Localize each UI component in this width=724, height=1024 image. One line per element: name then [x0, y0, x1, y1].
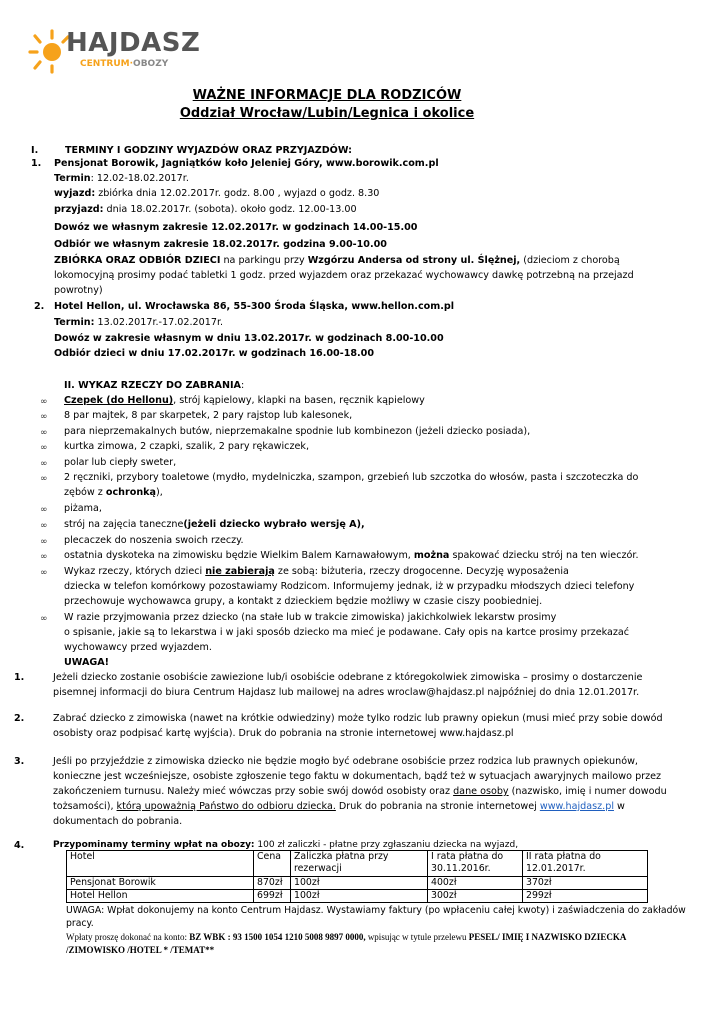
- note-2-line: Zabrać dziecko z zimowiska (nawet na krótkie odwiedziny) może tylko rodzic lub prawny opiekun (musi mieć przy sobie dowód: [53, 713, 663, 724]
- item-1-zbiorka-3: powrotny): [54, 285, 103, 296]
- fees-table: [66, 850, 648, 903]
- table-header-cell: Hotel: [67, 851, 254, 877]
- bullet-icon: ∞: [40, 397, 48, 407]
- note-4-head: Przypominamy terminy wpłat na obozy: 100 zł zaliczki - płatne przy zgłaszaniu dziecka na wyjazd,: [53, 840, 519, 850]
- item-1-odbior: Odbiór we własnym zakresie 18.02.2017r. godzina 9.00-10.00: [54, 239, 387, 250]
- bullet-icon: ∞: [40, 614, 48, 624]
- table-cell: 299zł: [523, 890, 648, 903]
- list-item-continuation: zębów z ochronką),: [64, 487, 163, 498]
- list-item-continuation: dziecka w telefon komórkowy pozostawiamy Rodzicom. Informujemy jednak, iż w przypadku młodszych dzieci telefony: [64, 581, 635, 592]
- logo: [22, 24, 201, 76]
- uwaga-heading: UWAGA!: [64, 657, 110, 668]
- item-1-head: Pensjonat Borowik, Jagniątków koło Jeleniej Góry, www.borowik.com.pl: [54, 158, 439, 169]
- table-cell: 699zł: [254, 890, 291, 903]
- logo-name: HAJDASZ: [66, 28, 201, 58]
- bank-account-info-cont: /ZIMOWISKO /HOTEL * /TEMAT**: [66, 945, 215, 955]
- note-4-uwaga-cont: pracy.: [66, 918, 94, 929]
- table-header-cell: I rata płatna do 30.11.2016r.: [428, 851, 523, 877]
- table-cell: 100zł: [291, 890, 428, 903]
- note-3-line: Jeśli po przyjeździe z zimowiska dziecko nie będzie mogło być odebrane osobiście przez rodzica lub prawnych opiekunów,: [53, 756, 638, 767]
- table-cell: 300zł: [428, 890, 523, 903]
- bullet-icon: ∞: [40, 505, 48, 515]
- list-item: W razie przyjmowania przez dziecko (na stałe lub w trakcie zimowiska) jakichkolwiek lekarstw prosimy: [64, 612, 557, 623]
- item-1-termin: Termin: 12.02-18.02.2017r.: [54, 173, 189, 184]
- table-header-cell: II rata płatna do 12.01.2017r.: [523, 851, 648, 877]
- bullet-icon: ∞: [40, 537, 48, 547]
- list-item-continuation: o spisanie, jakie są to lekarstwa i w jaki sposób dziecko ma mieć je podawane. Cały opis na kartce prosimy przekazać: [64, 627, 630, 638]
- list-item: plecaczek do noszenia swoich rzeczy.: [64, 535, 244, 546]
- bullet-icon: ∞: [40, 412, 48, 422]
- item-2-termin: Termin: 13.02.2017r.-17.02.2017r.: [54, 317, 224, 328]
- section-2-heading: II. WYKAZ RZECZY DO ZABRANIA:: [64, 380, 245, 391]
- page-title: WAŻNE INFORMACJE DLA RODZICÓW: [192, 88, 462, 103]
- item-1-wyjazd: wyjazd: zbiórka dnia 12.02.2017r. godz. 8.00 , wyjazd o godz. 8.30: [54, 188, 380, 199]
- item-2-dowoz: Dowóz w zakresie własnym w dniu 13.02.2017r. w godzinach 8.00-10.00: [54, 333, 444, 344]
- table-row: [67, 890, 648, 903]
- item-1-zbiorka-2: lokomocyjną prosimy podać tabletki 1 godz. przed wyjazdem oraz przekazać wychowawcy dawkę potrzebną na przejazd: [54, 270, 634, 281]
- section-1-number: I.: [31, 145, 39, 156]
- list-item: strój na zajęcia taneczne(jeżeli dziecko wybrało wersję A),: [64, 519, 365, 530]
- bullet-icon: ∞: [40, 428, 48, 438]
- bank-account-info: Wpłaty proszę dokonać na konto: BZ WBK : 93 1500 1054 1210 5008 9897 0000, wpisując w tytule przelewu PESEL/ IMIĘ I NAZWISKO DZIECKA: [66, 932, 627, 942]
- list-item: polar lub ciepły sweter,: [64, 457, 177, 468]
- page-subtitle: Oddział Wrocław/Lubin/Legnica i okolice: [179, 106, 475, 121]
- note-4-uwaga: UWAGA: Wpłat dokonujemy na konto Centrum Hajdasz. Wystawiamy faktury (po wpłaceniu całej kwoty) i zaświadczenia do zakładów: [66, 905, 686, 916]
- table-header-cell: Zaliczka płatna przy rezerwacji: [291, 851, 428, 877]
- list-item: Wykaz rzeczy, których dzieci nie zabierają ze sobą: biżuteria, rzeczy drogocenne. Decyzję wyposażenia: [64, 566, 569, 577]
- list-item: kurtka zimowa, 2 czapki, szalik, 2 pary rękawiczek,: [64, 441, 309, 452]
- item-2-head: Hotel Hellon, ul. Wrocławska 86, 55-300 Środa Śląska, www.hellon.com.pl: [54, 301, 455, 312]
- item-1-number: 1.: [31, 158, 42, 169]
- list-item: 2 ręczniki, przybory toaletowe (mydło, mydelniczka, szampon, grzebień lub szczotka do włosów, pasta i szczoteczka do: [64, 472, 639, 483]
- note-3-line: zakończeniem turnusu. Należy mieć wówczas przy sobie swój dowód osobisty oraz dane osoby (nazwisko, imię i numer dowodu: [53, 786, 667, 797]
- note-3-line: tożsamości), którą upoważnią Państwo do odbioru dziecka. Druk do pobrania na stronie internetowej www.hajdasz.pl w: [53, 801, 625, 812]
- table-cell: Hotel Hellon: [67, 890, 254, 903]
- item-1-dowoz: Dowóz we własnym zakresie 12.02.2017r. w godzinach 14.00-15.00: [54, 222, 418, 233]
- table-header-cell: Cena: [254, 851, 291, 877]
- table-row: [67, 877, 648, 890]
- list-item: ostatnia dyskoteka na zimowisku będzie Wielkim Balem Karnawałowym, można spakować dziecku strój na ten wieczór.: [64, 550, 639, 561]
- note-1-number: 1.: [14, 672, 25, 683]
- note-3-line: konieczne jest wcześniejsze, osobiste zgłoszenie tego faktu w dokumentach, bądź też w sytuacjach awaryjnych mailowo przez: [53, 771, 662, 782]
- section-1-heading: TERMINY I GODZINY WYJAZDÓW ORAZ PRZYJAZDÓW:: [65, 145, 352, 156]
- website-link[interactable]: www.hajdasz.pl: [539, 801, 614, 812]
- list-item: para nieprzemakalnych butów, nieprzemakalne spodnie lub kombinezon (jeżeli dziecko posiada),: [64, 426, 531, 437]
- item-2-number: 2.: [34, 301, 45, 312]
- list-item-continuation: przechowuje wychowawca grupy, a kontakt z dzieckiem będzie możliwy w czasie ciszy poobiedniej.: [64, 596, 543, 607]
- table-cell: 370zł: [523, 877, 648, 890]
- note-2-number: 2.: [14, 713, 25, 724]
- list-item: piżama,: [64, 503, 102, 514]
- list-item: 8 par majtek, 8 par skarpetek, 2 pary rajstop lub kalesonek,: [64, 410, 353, 421]
- logo-sub-centrum: CENTRUM·: [80, 59, 134, 69]
- bullet-icon: ∞: [40, 474, 48, 484]
- note-4-number: 4.: [14, 840, 25, 851]
- list-item: Czepek (do Hellonu), strój kąpielowy, klapki na basen, ręcznik kąpielowy: [64, 395, 425, 406]
- table-cell: Pensjonat Borowik: [67, 877, 254, 890]
- sun-logo-icon: [22, 24, 72, 74]
- note-2-line: osobisty oraz podpisać kartę wyjścia). Druk do pobrania na stronie internetowej www.hajdasz.pl: [53, 728, 514, 739]
- note-3-number: 3.: [14, 756, 25, 767]
- table-cell: 870zł: [254, 877, 291, 890]
- bullet-icon: ∞: [40, 443, 48, 453]
- note-1-line: pisemnej informacji do biura Centrum Hajdasz lub mailowej na adres wroclaw@hajdasz.pl najpóźniej do dnia 12.01.2017r.: [53, 687, 640, 698]
- item-1-przyjazd: przyjazd: dnia 18.02.2017r. (sobota). około godz. 12.00-13.00: [54, 204, 357, 215]
- bullet-icon: ∞: [40, 459, 48, 469]
- table-cell: 100zł: [291, 877, 428, 890]
- item-1-zbiorka: ZBIÓRKA ORAZ ODBIÓR DZIECI na parkingu przy Wzgórzu Andersa od strony ul. Ślężnej, (dzieciom z chorobą: [54, 255, 620, 266]
- bullet-icon: ∞: [40, 552, 48, 562]
- list-item-continuation: wychowawcy przed wyjazdem.: [64, 642, 212, 653]
- note-1-line: Jeżeli dziecko zostanie osobiście zawiezione lub/i osobiście odebrane z któregokolwiek zimowiska – prosimy o dostarczenie: [53, 672, 643, 683]
- logo-sub-obozy: OBOZY: [133, 59, 169, 69]
- table-cell: 400zł: [428, 877, 523, 890]
- bullet-icon: ∞: [40, 521, 48, 531]
- note-3-line: dokumentach do pobrania.: [53, 816, 183, 827]
- table-header-row: [67, 851, 648, 877]
- item-2-odbior: Odbiór dzieci w dniu 17.02.2017r. w godzinach 16.00-18.00: [54, 348, 375, 359]
- bullet-icon: ∞: [40, 568, 48, 578]
